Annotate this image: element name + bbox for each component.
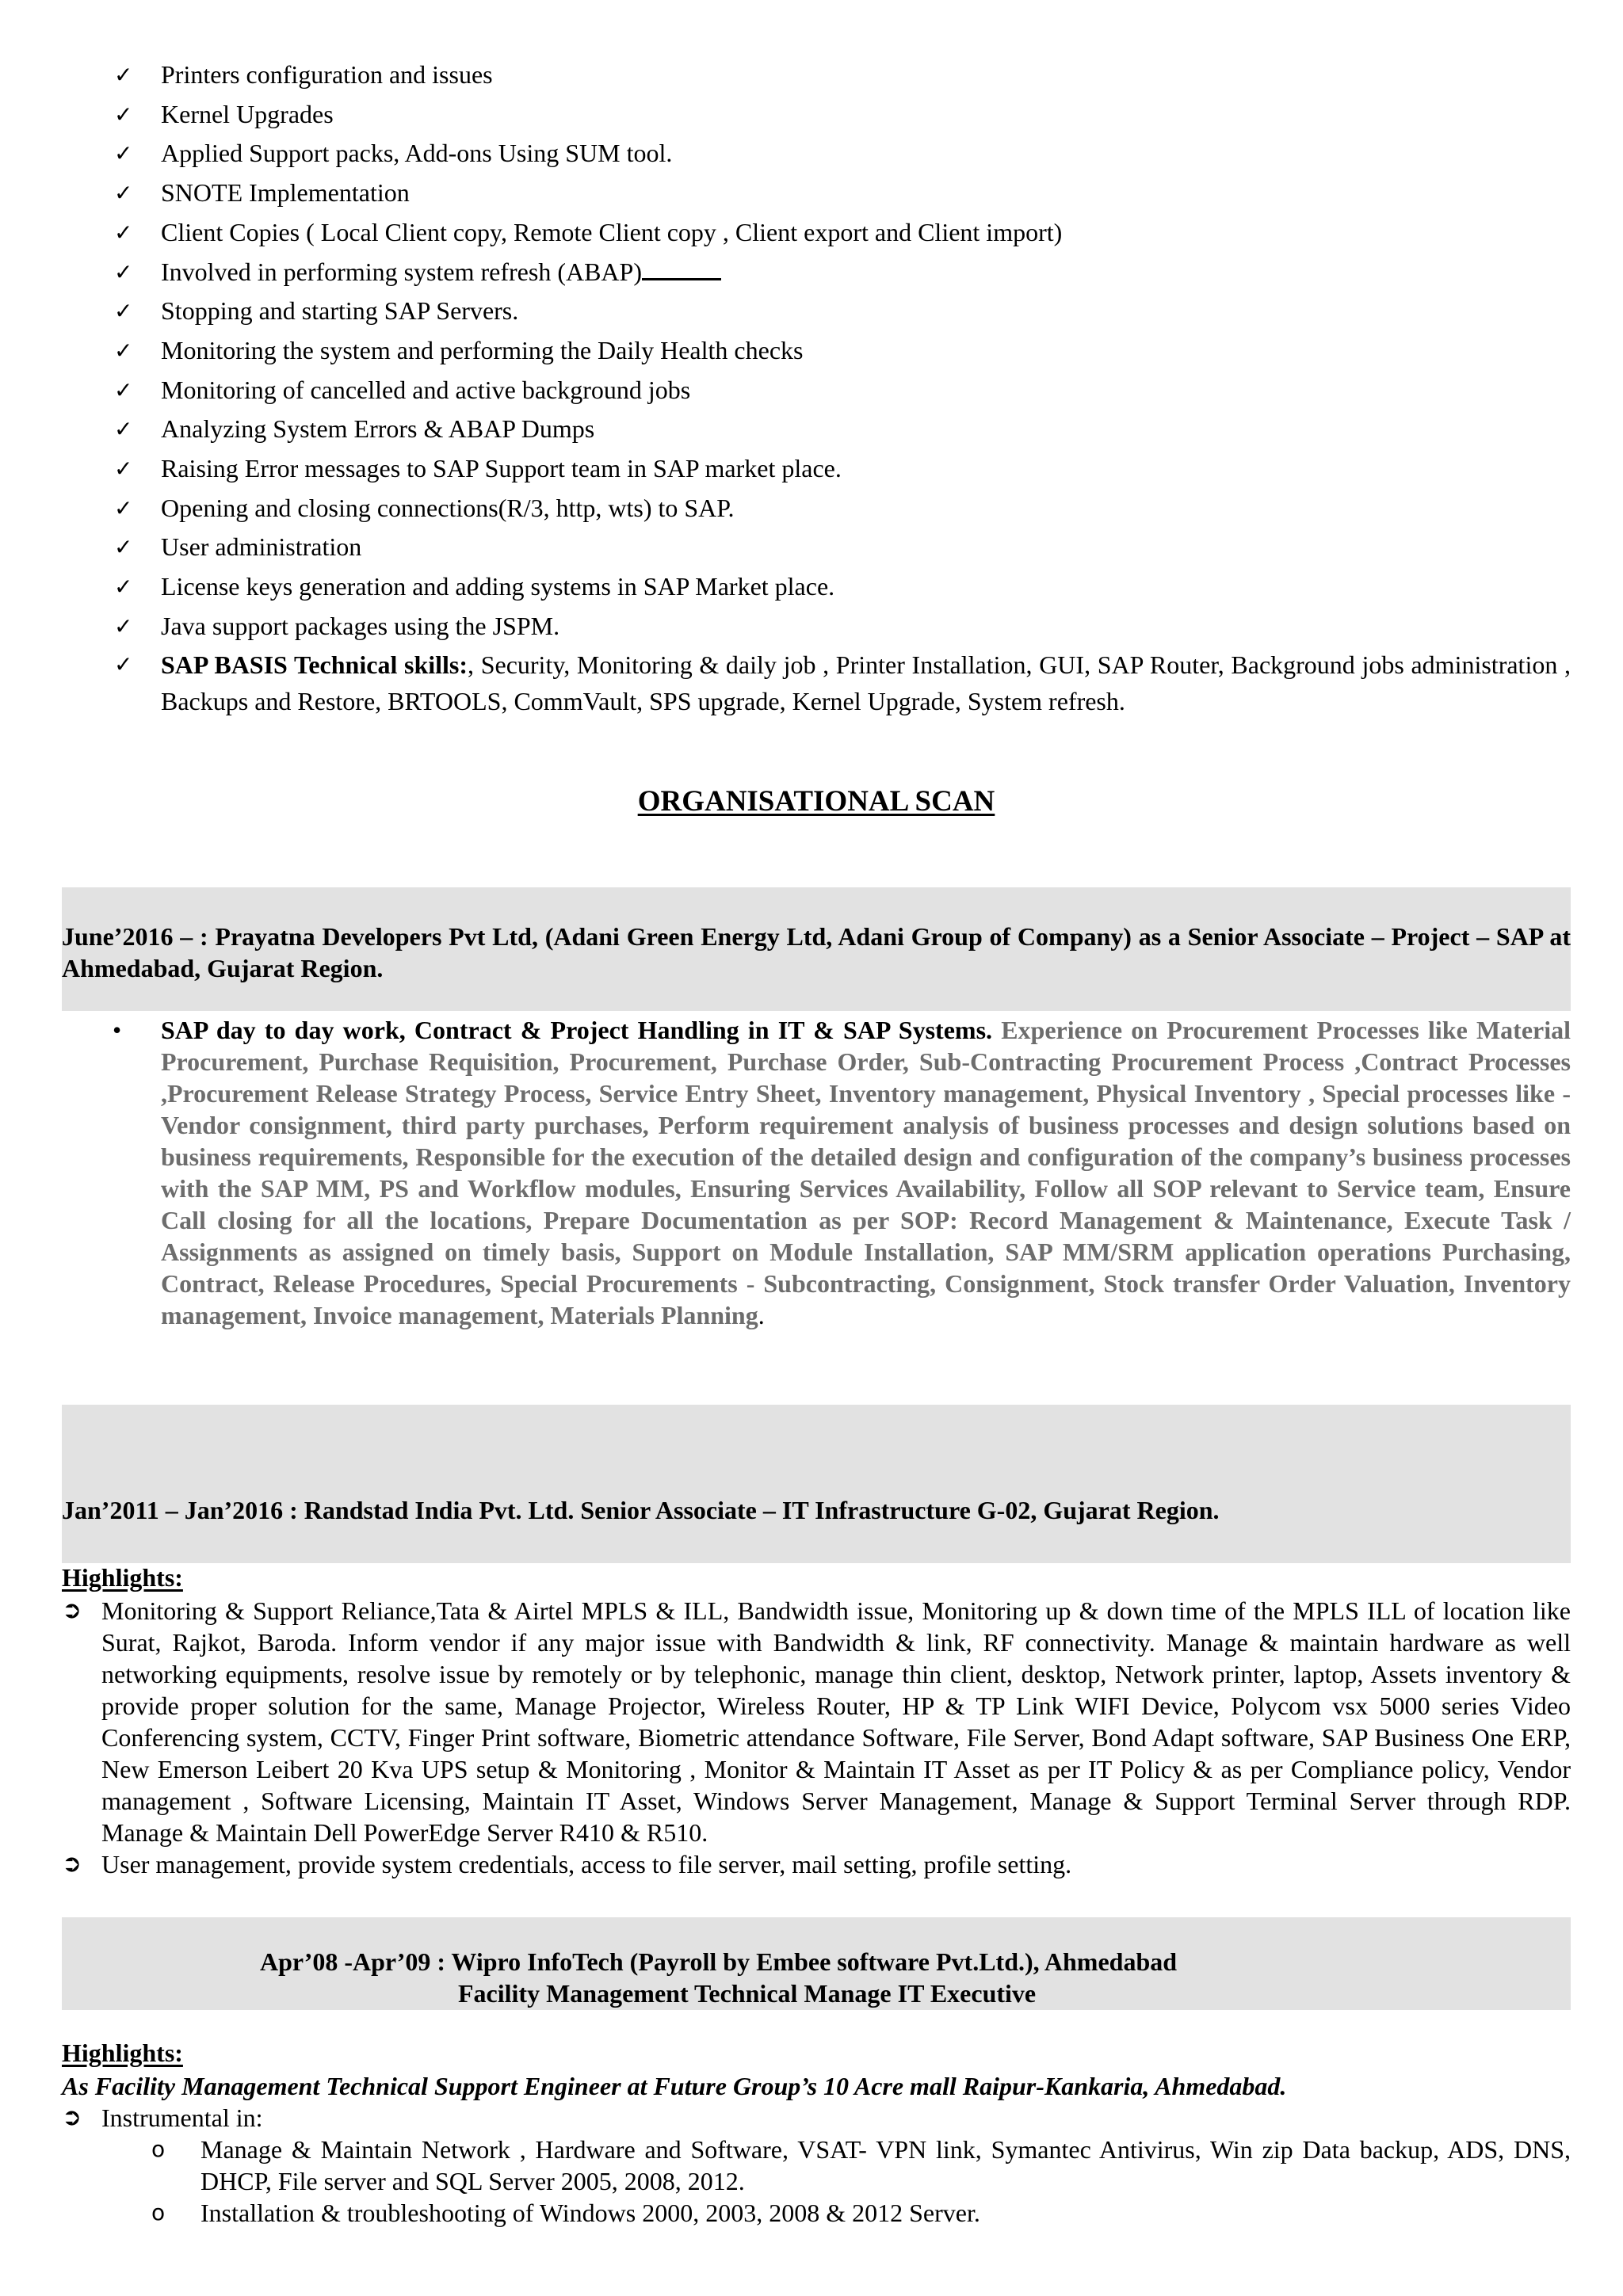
list-item: ✓ Opening and closing connections(R/3, http, wts) to SAP. — [62, 489, 1571, 528]
checkmark-icon: ✓ — [114, 298, 133, 325]
checkmark-icon: ✓ — [114, 574, 133, 601]
arrow-icon: ➲ — [62, 2103, 82, 2131]
highlights-label: Highlights: — [62, 2039, 183, 2067]
list-item: ✓ Stopping and starting SAP Servers. — [62, 292, 1571, 331]
checkmark-icon: ✓ — [114, 337, 133, 364]
list-item: ✓ License keys generation and adding systems in SAP Market place. — [62, 567, 1571, 607]
list-item: ✓ SNOTE Implementation — [62, 174, 1571, 213]
underline-blank — [642, 254, 721, 280]
checkmark-icon: ✓ — [114, 62, 133, 88]
list-item: ✓ Analyzing System Errors & ABAP Dumps — [62, 410, 1571, 449]
list-item: ➲ Monitoring & Support Reliance,Tata & Airtel MPLS & ILL, Bandwidth issue, Monitoring up & down time of the MPLS ILL of location like Surat, Rajkot, Baroda. Inform vendor if any major issue with Bandwidth & link, RF connectivity. Manage & maintain hardware as well networking equipments, resolve issue by remotely or by telephonic, manage thin client, desktop, Network printer, laptop, Assets inventory & provide proper solution for the same, Manage Projector, Wireless Router, HP & TP Link WIFI Device, Polycom vsx 5000 series Video Conferencing system, CCTV, Finger Print software, Biometric attendance Software, File Server, Bond Adapt software, SAP Business One ERP, New Emerson Leibert 20 Kva UPS setup & Monitoring , Monitor & Maintain IT Asset as per IT Policy & as per Compliance policy, Vendor management , Software Licensing, Maintain IT Asset, Windows Server Management, Manage & Support Terminal Server through RDP. Manage & Maintain Dell PowerEdge Server R410 & R510. — [62, 1596, 1571, 1847]
job-lead: SAP day to day work, Contract & Project Handling in IT & SAP Systems. — [161, 1016, 993, 1044]
checkmark-icon: ✓ — [114, 219, 133, 246]
list-item: ➲ Instrumental in: — [62, 2103, 263, 2132]
list-item: o Installation & troubleshooting of Windows 2000, 2003, 2008 & 2012 Server. — [151, 2199, 980, 2227]
list-item: ✓ Raising Error messages to SAP Support team in SAP market place. — [62, 449, 1571, 489]
arrow-icon: ➲ — [62, 1850, 82, 1878]
role-summary: As Facility Management Technical Support Engineer at Future Group’s 10 Acre mall Raipur-Kankaria, Ahmedabad. — [62, 2072, 1287, 2100]
job-title: Facility Management Technical Manage IT Executive — [458, 1979, 1037, 2008]
list-item: ✓ Involved in performing system refresh (ABAP) — [62, 253, 1571, 292]
job-header: June’2016 – : Prayatna Developers Pvt Ltd, (Adani Green Energy Ltd, Adani Group of Company) as a Senior Associate – Project – SAP at Ahmedabad, Gujarat Region. — [62, 922, 1571, 982]
section-heading: ORGANISATIONAL SCAN — [637, 785, 995, 818]
checkmark-icon: ✓ — [114, 376, 133, 403]
highlights-label: Highlights: — [62, 1563, 183, 1592]
highlights-list — [62, 1595, 1571, 1880]
technical-skills-item — [62, 646, 1571, 719]
skills-text: , Security, Monitoring & daily job , Printer Installation, GUI, SAP Router, Background jobs administration , Backups and Restore, BRTOOLS, CommVault, SPS upgrade, Kernel Upgrade, System refresh. — [161, 650, 1571, 715]
job-detail-end: . — [758, 1301, 765, 1329]
bullet-icon: • — [113, 1016, 122, 1044]
list-item: ✓ Client Copies ( Local Client copy, Remote Client copy , Client export and Client import) — [62, 213, 1571, 253]
list-item: ➲ User management, provide system credentials, access to file server, mail setting, profile setting. — [62, 1850, 1072, 1878]
job-header-band — [62, 1405, 1571, 1563]
arrow-icon: ➲ — [62, 1596, 82, 1624]
checkmark-icon: ✓ — [114, 180, 133, 207]
list-item: ✓ Java support packages using the JSPM. — [62, 607, 1571, 646]
list-item: ✓ Printers configuration and issues — [62, 55, 1571, 95]
list-item: ✓ Monitoring of cancelled and active background jobs — [62, 371, 1571, 410]
checkmark-icon: ✓ — [114, 456, 133, 482]
checkmark-icon: ✓ — [114, 494, 133, 521]
checkmark-icon: ✓ — [114, 612, 133, 639]
job-header-band — [62, 887, 1571, 1011]
job-header: Jan’2011 – Jan’2016 : Randstad India Pvt. Ltd. Senior Associate – IT Infrastructure G-02, Gujarat Region. — [62, 1496, 1220, 1524]
circle-bullet-icon: o — [151, 2199, 166, 2225]
list-item: o Manage & Maintain Network , Hardware and Software, VSAT- VPN link, Symantec Antivirus, Win zip Data backup, ADS, DNS, DHCP, File server and SQL Server 2005, 2008, 2012. — [151, 2135, 1571, 2195]
list-item: ✓ Kernel Upgrades — [62, 95, 1571, 135]
instrumental-sub-list — [62, 2134, 1571, 2229]
instrumental-list — [62, 2102, 1571, 2134]
checkmark-icon: ✓ — [114, 101, 133, 128]
checkmark-icon: ✓ — [114, 650, 133, 677]
job-header: Apr’08 -Apr’09 : Wipro InfoTech (Payroll by Embee software Pvt.Ltd.), Ahmedabad — [260, 1947, 1178, 1976]
job-description-text — [161, 1014, 1571, 1331]
sap-basis-task-list — [62, 55, 1571, 719]
list-item: ✓ User administration — [62, 528, 1571, 567]
checkmark-icon: ✓ — [114, 534, 133, 561]
skills-label: SAP BASIS Technical skills: — [161, 650, 468, 679]
circle-bullet-icon: o — [151, 2136, 166, 2162]
checkmark-icon: ✓ — [114, 258, 133, 285]
list-item: ✓ Applied Support packs, Add-ons Using SUM tool. — [62, 134, 1571, 174]
job-detail: Experience on Procurement Processes like Material Procurement, Purchase Requisition, Procurement, Purchase Order, Sub-Contracting Procurement Process ,Contract Processes ,Procurement Release Strategy Process, Service Entry Sheet, Inventory management, Physical Inventory , Special processes like - Vendor consignment, third party purchases, Perform requirement analysis of business processes and design solutions based on business requirements, Responsible for the execution of the detailed design and configuration of the company’s business processes with the SAP MM, PS and Workflow modules, Ensuring Services Availability, Follow all SOP relevant to Service team, Ensure Call closing for all the locations, Prepare Documentation as per SOP: Record Management & Maintenance, Execute Task / Assignments as assigned on timely basis, Support on Module Installation, SAP MM/SRM application operations Purchasing, Contract, Release Procedures, Special Procurements - Subcontracting, Consignment, Stock transfer Order Valuation, Inventory management, Invoice management, Materials Planning — [161, 1016, 1571, 1329]
job-description — [62, 1014, 1571, 1331]
checkmark-icon: ✓ — [114, 140, 133, 167]
checkmark-icon: ✓ — [114, 416, 133, 443]
job-header-band — [62, 1917, 1571, 2010]
list-item: ✓ Monitoring the system and performing the Daily Health checks — [62, 331, 1571, 371]
